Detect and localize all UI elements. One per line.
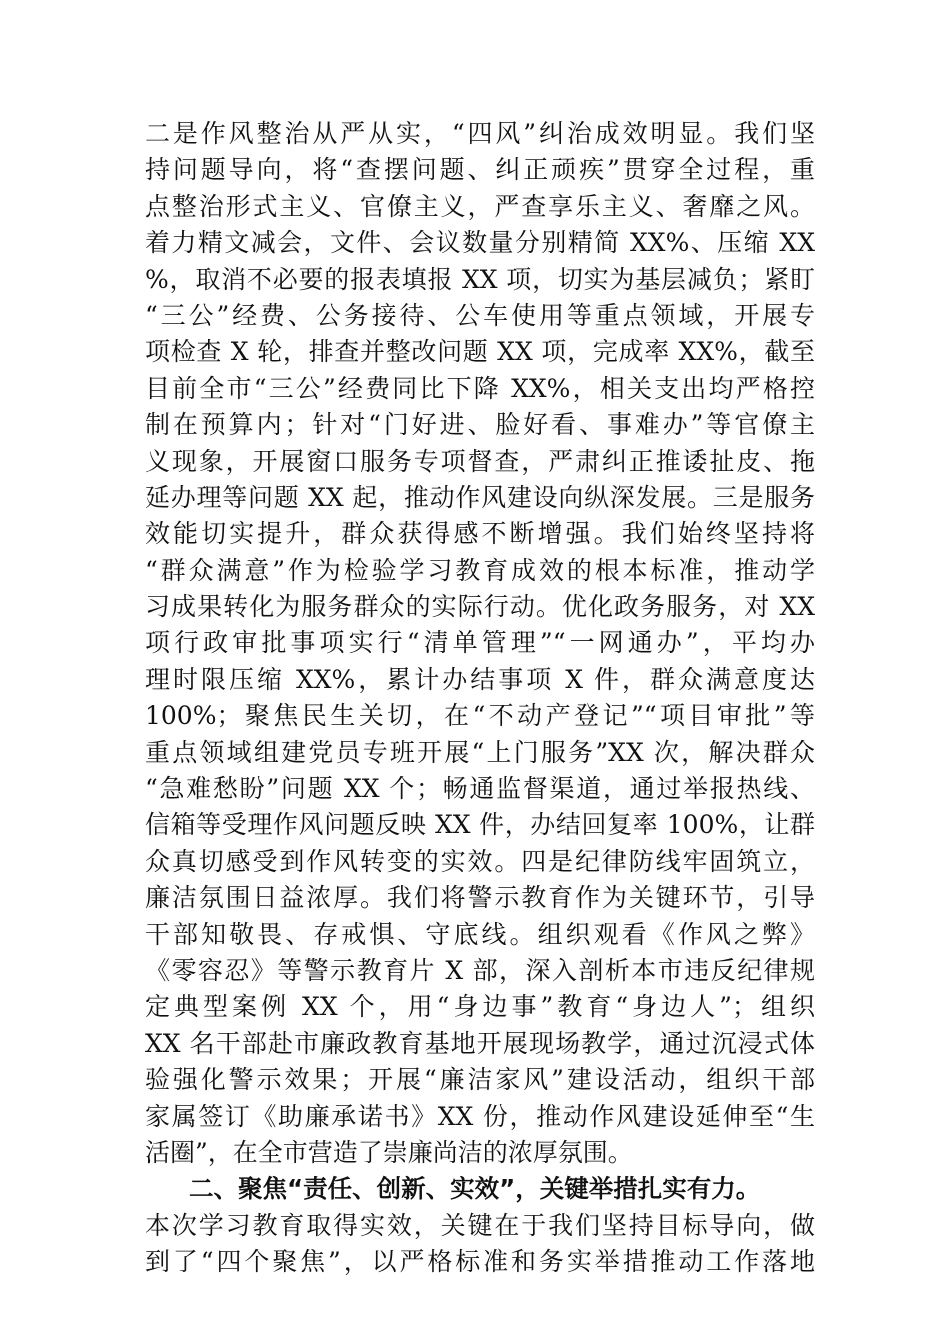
text-line: “群众满意”作为检验学习教育成效的根本标准，推动学 [145,555,815,585]
text-line: “三公”经费、公务接待、公车使用等重点领域，开展专 [145,300,815,330]
text-line: 众真切感受到作风转变的实效。四是纪律防线牢固筑立， [145,846,815,876]
text-line: 廉洁氛围日益浓厚。我们将警示教育作为关键环节，引导 [145,883,815,913]
text-line: “急难愁盼”问题 XX 个；畅通监督渠道，通过举报热线、 [145,774,815,804]
text-line: 《零容忍》等警示教育片 X 部，深入剖析本市违反纪律规 [145,955,815,985]
text-line: 验强化警示效果；开展“廉洁家风”建设活动，组织干部 [145,1065,815,1095]
text-line: 理时限压缩 XX%，累计办结事项 X 件，群众满意度达 [145,664,815,694]
text-line: 信箱等受理作风问题反映 XX 件，办结回复率 100%，让群 [145,810,815,840]
text-line: 目前全市“三公”经费同比下降 XX%，相关支出均严格控 [145,373,815,403]
text-line: 持问题导向，将“查摆问题、纠正顽疾”贯穿全过程，重 [145,155,815,185]
text-line-last: 活圈”，在全市营造了崇廉尚洁的浓厚氛围。 [145,1137,633,1167]
section-heading: 二、聚焦“责任、创新、实效”，关键举措扎实有力。 [189,1174,761,1204]
text-line: 效能切实提升，群众获得感不断增强。我们始终坚持将 [145,519,815,549]
text-line: 干部知敬畏、存戒惧、守底线。组织观看《作风之弊》 [145,919,815,949]
text-line: 定典型案例 XX 个，用“身边事”教育“身边人”；组织 [145,992,815,1022]
text-line: 项行政审批事项实行“清单管理”“一网通办”，平均办 [145,628,815,658]
text-line: 100%；聚焦民生关切，在“不动产登记”“项目审批”等 [145,701,815,731]
text-line: 本次学习教育取得实效，关键在于我们坚持目标导向，做 [145,1210,815,1240]
text-line: 家属签订《助廉承诺书》XX 份，推动作风建设延伸至“生 [145,1101,815,1131]
text-line: 点整治形式主义、官僚主义，严查享乐主义、奢靡之风。 [145,191,815,221]
text-line: 义现象，开展窗口服务专项督查，严肃纠正推诿扯皮、拖 [145,446,815,476]
text-line: 二是作风整治从严从实，“四风”纠治成效明显。我们坚 [145,119,815,148]
text-line: %，取消不必要的报表填报 XX 项，切实为基层减负；紧盯 [145,264,815,294]
text-line: 习成果转化为服务群众的实际行动。优化政务服务，对 XX [145,592,815,622]
text-line: XX 名干部赴市廉政教育基地开展现场教学，通过沉浸式体 [145,1028,815,1058]
text-line: 重点领域组建党员专班开展“上门服务”XX 次，解决群众 [145,737,815,767]
text-line: 制在预算内；针对“门好进、脸好看、事难办”等官僚主 [145,410,815,440]
text-line: 延办理等问题 XX 起，推动作风建设向纵深发展。三是服务 [145,482,815,512]
text-line: 着力精文减会，文件、会议数量分别精简 XX%、压缩 XX [145,228,815,258]
text-line: 项检查 X 轮，排查并整改问题 XX 项，完成率 XX%，截至 [145,337,815,367]
body-text [145,116,815,1281]
text-line: 到了“四个聚焦”，以严格标准和务实举措推动工作落地 [145,1247,815,1277]
